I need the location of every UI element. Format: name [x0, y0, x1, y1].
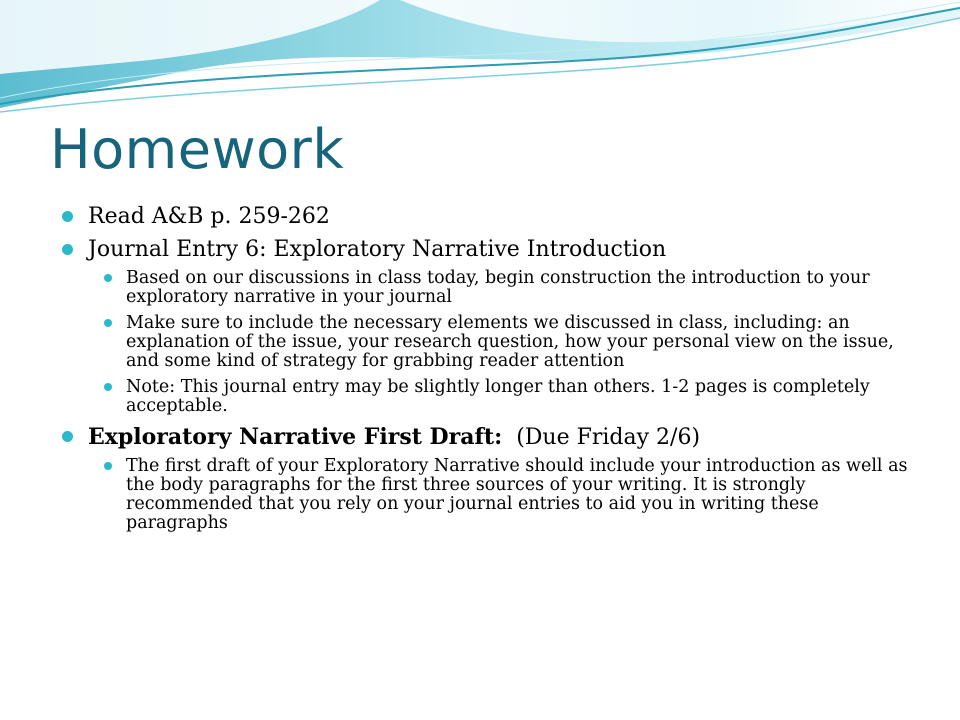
- sub-bullet-draft-requirements: The first draft of your Exploratory Narrative should include your introduction as well as the body paragraphs for the first three sources of your writing. It is strongly recommended that you rely on your journal entries to aid you in writing these paragraphs: [104, 457, 922, 533]
- bullet-journal-entry: Journal Entry 6: Exploratory Narrative Introduction: [62, 236, 922, 264]
- sub-bullet-note: Note: This journal entry may be slightly longer than others. 1-2 pages is completely acceptable.: [104, 378, 922, 416]
- slide-title: Homework: [50, 118, 345, 181]
- first-draft-due: (Due Friday 2/6): [502, 425, 701, 450]
- wave-banner: [0, 0, 960, 120]
- sub-bullet-elements: Make sure to include the necessary elements we discussed in class, including: an explanation of the issue, your research question, how your personal view on the issue, and some kind of strategy for grabbing reader attention: [104, 314, 922, 371]
- first-draft-label: Exploratory Narrative First Draft:: [88, 424, 503, 450]
- bullet-first-draft: [62, 423, 922, 452]
- slide-body: [62, 203, 922, 540]
- sub-bullet-construction: Based on our discussions in class today, begin construction the introduction to your exploratory narrative in your journal: [104, 269, 922, 307]
- bullet-read-assignment: Read A&B p. 259-262: [62, 203, 922, 231]
